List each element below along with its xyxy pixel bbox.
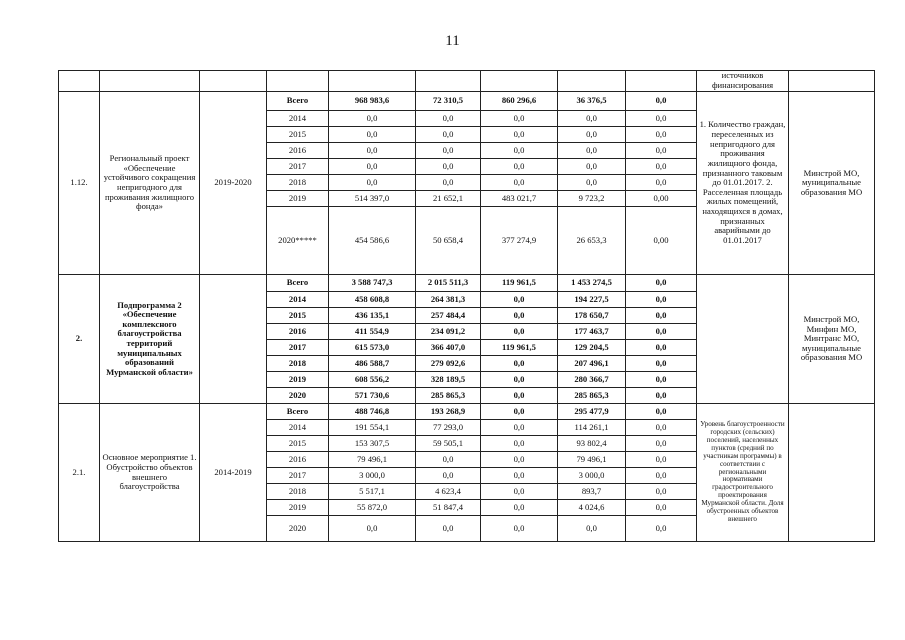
total-cell: 454 586,6 (329, 207, 416, 275)
value-cell: 0,0 (416, 468, 481, 484)
value-cell: 0,0 (481, 372, 558, 388)
value-cell: 234 091,2 (416, 324, 481, 340)
indicator-note: источников финансирования (697, 71, 789, 92)
year-cell: 2016 (267, 324, 329, 340)
total-cell: 3 588 747,3 (329, 275, 416, 292)
indicator-cell (697, 275, 789, 404)
value-cell: 0,0 (481, 436, 558, 452)
year-cell: Всего (267, 404, 329, 420)
year-cell: 2017 (267, 159, 329, 175)
year-cell: 2020***** (267, 207, 329, 275)
year-cell: 2014 (267, 111, 329, 127)
section-period: 2014-2019 (200, 404, 267, 542)
total-cell: 458 608,8 (329, 292, 416, 308)
value-cell: 0,0 (481, 175, 558, 191)
year-cell: 2019 (267, 191, 329, 207)
value-cell: 280 366,7 (558, 372, 626, 388)
total-cell: 0,0 (329, 159, 416, 175)
value-cell: 9 723,2 (558, 191, 626, 207)
value-cell: 0,0 (626, 484, 697, 500)
value-cell: 0,0 (481, 468, 558, 484)
value-cell: 0,0 (416, 111, 481, 127)
year-cell: 2019 (267, 500, 329, 516)
value-cell: 4 024,6 (558, 500, 626, 516)
value-cell: 285 865,3 (558, 388, 626, 404)
value-cell: 0,0 (558, 143, 626, 159)
value-cell: 0,0 (626, 175, 697, 191)
section-number: 2. (59, 275, 100, 404)
total-cell: 191 554,1 (329, 420, 416, 436)
value-cell: 193 268,9 (416, 404, 481, 420)
value-cell: 0,0 (481, 484, 558, 500)
year-cell: 2015 (267, 308, 329, 324)
total-cell: 411 554,9 (329, 324, 416, 340)
year-cell: 2018 (267, 356, 329, 372)
value-cell: 50 658,4 (416, 207, 481, 275)
year-cell: 2020 (267, 388, 329, 404)
value-cell: 0,0 (558, 516, 626, 542)
value-cell: 0,0 (626, 143, 697, 159)
value-cell: 129 204,5 (558, 340, 626, 356)
value-cell: 0,0 (416, 159, 481, 175)
value-cell: 0,0 (626, 292, 697, 308)
section-number: 2.1. (59, 404, 100, 542)
value-cell: 0,0 (626, 127, 697, 143)
value-cell: 377 274,9 (481, 207, 558, 275)
value-cell: 72 310,5 (416, 92, 481, 111)
value-cell: 0,0 (481, 324, 558, 340)
value-cell: 207 496,1 (558, 356, 626, 372)
responsible-cell: Минстрой МО, Минфин МО, Минтранс МО, муниципальные образования МО (789, 275, 875, 404)
total-cell: 79 496,1 (329, 452, 416, 468)
value-cell: 0,0 (481, 388, 558, 404)
value-cell: 0,0 (626, 404, 697, 420)
value-cell: 59 505,1 (416, 436, 481, 452)
value-cell: 0,0 (626, 111, 697, 127)
responsible-cell (789, 404, 875, 542)
section-name: Подпрограмма 2 «Обеспечение комплексного благоустройства территорий муниципальных образований Мурманской области» (100, 275, 200, 404)
value-cell: 295 477,9 (558, 404, 626, 420)
value-cell: 0,0 (481, 452, 558, 468)
total-cell: 968 983,6 (329, 92, 416, 111)
value-cell: 26 653,3 (558, 207, 626, 275)
total-cell: 0,0 (329, 516, 416, 542)
value-cell: 36 376,5 (558, 92, 626, 111)
value-cell: 0,0 (416, 143, 481, 159)
total-cell: 153 307,5 (329, 436, 416, 452)
value-cell: 860 296,6 (481, 92, 558, 111)
total-cell: 55 872,0 (329, 500, 416, 516)
year-cell: 2018 (267, 175, 329, 191)
responsible-cell: Минстрой МО, муниципальные образования МО (789, 92, 875, 275)
year-cell: 2017 (267, 340, 329, 356)
section-period (200, 275, 267, 404)
year-cell: Всего (267, 275, 329, 292)
value-cell: 0,0 (416, 175, 481, 191)
value-cell: 0,0 (626, 356, 697, 372)
value-cell: 0,0 (626, 308, 697, 324)
value-cell: 0,0 (626, 324, 697, 340)
value-cell: 0,0 (481, 292, 558, 308)
year-cell: 2016 (267, 143, 329, 159)
value-cell: 0,0 (481, 356, 558, 372)
total-cell: 0,0 (329, 111, 416, 127)
value-cell: 285 865,3 (416, 388, 481, 404)
table-row (59, 92, 875, 111)
total-cell: 571 730,6 (329, 388, 416, 404)
header-continuation-row (59, 71, 875, 92)
year-cell: 2015 (267, 127, 329, 143)
value-cell: 893,7 (558, 484, 626, 500)
value-cell: 119 961,5 (481, 340, 558, 356)
value-cell: 0,0 (481, 159, 558, 175)
section-number: 1.12. (59, 92, 100, 275)
total-cell: 608 556,2 (329, 372, 416, 388)
value-cell: 2 015 511,3 (416, 275, 481, 292)
total-cell: 436 135,1 (329, 308, 416, 324)
value-cell: 0,0 (626, 436, 697, 452)
value-cell: 51 847,4 (416, 500, 481, 516)
value-cell: 328 189,5 (416, 372, 481, 388)
value-cell: 0,00 (626, 207, 697, 275)
value-cell: 114 261,1 (558, 420, 626, 436)
year-cell: 2014 (267, 420, 329, 436)
indicator-cell: Уровень благоустроенности городских (сельских) поселений, населенных пунктов (средний по участникам программы) в соответствии с региональными нормативами градостроительного проектирования Мурманской области. Доля обустроенных объектов внешнего (697, 404, 789, 542)
value-cell: 0,0 (626, 275, 697, 292)
value-cell: 0,0 (626, 468, 697, 484)
value-cell: 0,0 (626, 516, 697, 542)
program-table (58, 70, 875, 542)
value-cell: 77 293,0 (416, 420, 481, 436)
value-cell: 0,0 (558, 111, 626, 127)
year-cell: 2015 (267, 436, 329, 452)
total-cell: 0,0 (329, 127, 416, 143)
value-cell: 0,0 (626, 340, 697, 356)
section-period: 2019-2020 (200, 92, 267, 275)
total-cell: 514 397,0 (329, 191, 416, 207)
value-cell: 0,0 (626, 420, 697, 436)
value-cell: 177 463,7 (558, 324, 626, 340)
total-cell: 3 000,0 (329, 468, 416, 484)
value-cell: 483 021,7 (481, 191, 558, 207)
total-cell: 0,0 (329, 175, 416, 191)
year-cell: 2020 (267, 516, 329, 542)
value-cell: 0,0 (626, 452, 697, 468)
value-cell: 0,0 (481, 404, 558, 420)
value-cell: 0,0 (626, 500, 697, 516)
page-number: 11 (445, 33, 460, 49)
section-name: Региональный проект «Обеспечение устойчивого сокращения непригодного для проживания жилищного фонда» (100, 92, 200, 275)
value-cell: 21 652,1 (416, 191, 481, 207)
value-cell: 0,0 (481, 111, 558, 127)
table-row (59, 404, 875, 420)
year-cell: 2014 (267, 292, 329, 308)
value-cell: 0,0 (558, 127, 626, 143)
value-cell: 178 650,7 (558, 308, 626, 324)
value-cell: 0,0 (626, 159, 697, 175)
total-cell: 615 573,0 (329, 340, 416, 356)
value-cell: 0,0 (481, 127, 558, 143)
value-cell: 0,0 (626, 92, 697, 111)
indicator-cell: 1. Количество граждан, переселенных из непригодного для проживания жилищного фонда, признанного таковым до 01.01.2017. 2. Расселенная площадь жилых помещений, находящихся в домах, признанных аварийными до 01.01.2017 (697, 92, 789, 275)
total-cell: 5 517,1 (329, 484, 416, 500)
year-cell: 2017 (267, 468, 329, 484)
value-cell: 0,0 (416, 516, 481, 542)
value-cell: 0,0 (481, 500, 558, 516)
value-cell: 0,0 (626, 388, 697, 404)
value-cell: 1 453 274,5 (558, 275, 626, 292)
value-cell: 79 496,1 (558, 452, 626, 468)
total-cell: 486 588,7 (329, 356, 416, 372)
value-cell: 194 227,5 (558, 292, 626, 308)
total-cell: 0,0 (329, 143, 416, 159)
value-cell: 0,00 (626, 191, 697, 207)
value-cell: 119 961,5 (481, 275, 558, 292)
section-name: Основное мероприятие 1. Обустройство объектов внешнего благоустройства (100, 404, 200, 542)
value-cell: 0,0 (481, 308, 558, 324)
value-cell: 0,0 (481, 420, 558, 436)
value-cell: 0,0 (481, 143, 558, 159)
value-cell: 0,0 (558, 159, 626, 175)
year-cell: 2019 (267, 372, 329, 388)
value-cell: 0,0 (626, 372, 697, 388)
value-cell: 0,0 (558, 175, 626, 191)
value-cell: 3 000,0 (558, 468, 626, 484)
value-cell: 257 484,4 (416, 308, 481, 324)
year-cell: 2016 (267, 452, 329, 468)
year-cell: Всего (267, 92, 329, 111)
value-cell: 0,0 (416, 452, 481, 468)
value-cell: 366 407,0 (416, 340, 481, 356)
table-row (59, 275, 875, 292)
year-cell: 2018 (267, 484, 329, 500)
value-cell: 4 623,4 (416, 484, 481, 500)
value-cell: 264 381,3 (416, 292, 481, 308)
value-cell: 279 092,6 (416, 356, 481, 372)
total-cell: 488 746,8 (329, 404, 416, 420)
value-cell: 0,0 (481, 516, 558, 542)
value-cell: 0,0 (416, 127, 481, 143)
value-cell: 93 802,4 (558, 436, 626, 452)
